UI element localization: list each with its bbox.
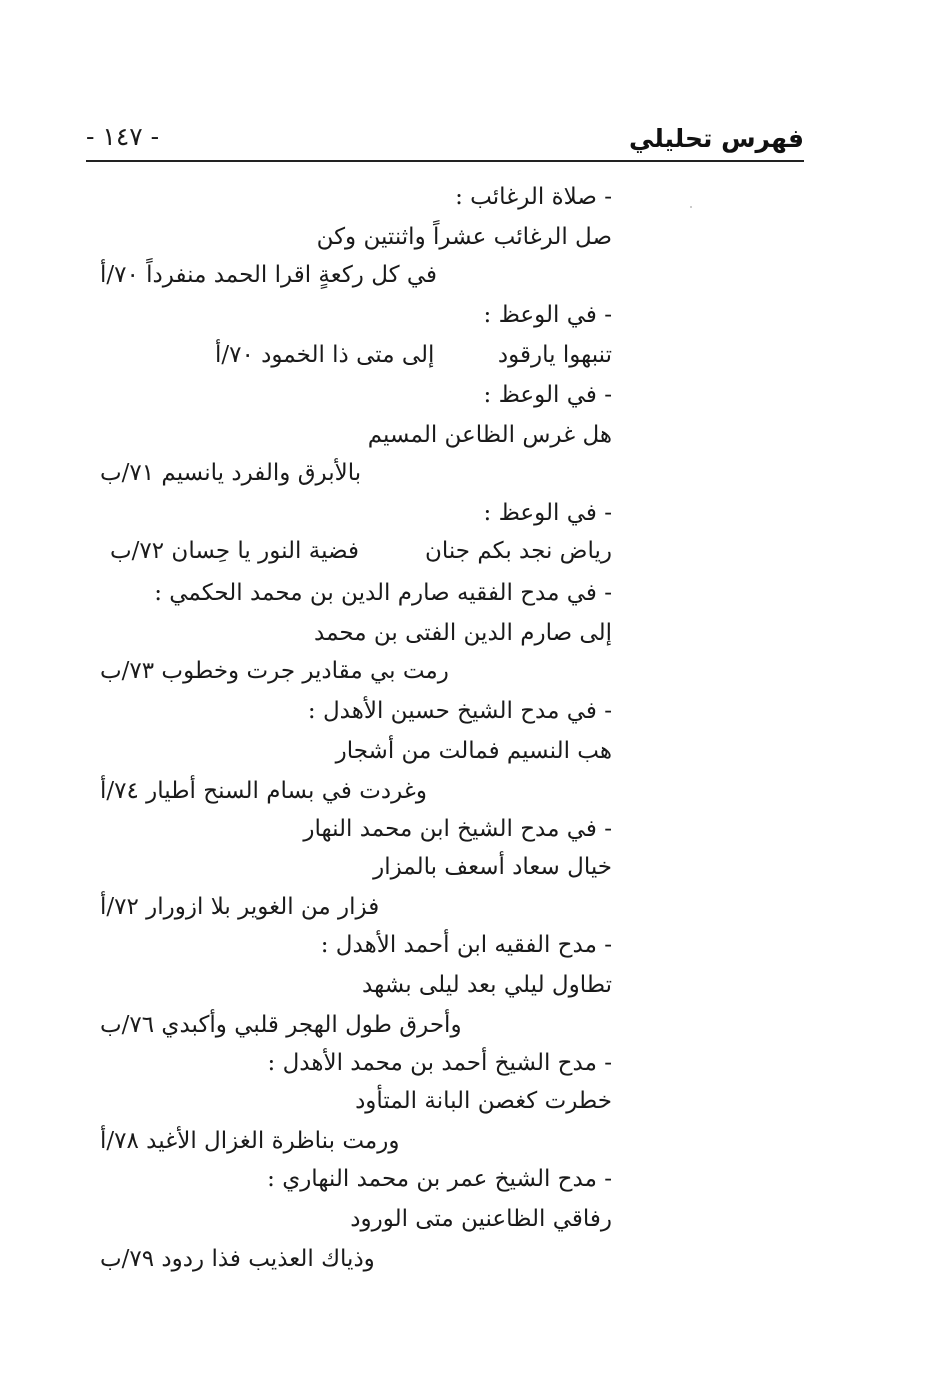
- verse-first-hemistich: هل غرس الظاعن المسيم: [367, 422, 612, 448]
- verse-first-hemistich: إلى صارم الدين الفتى بن محمد: [314, 620, 612, 646]
- verse-first-hemistich: تطاول ليلي بعد ليلى بشهد: [362, 972, 612, 998]
- verse-second-hemistich: رمت بي مقادير جرت وخطوب ٧٣/ب: [100, 658, 449, 684]
- verse-second-hemistich: فزار من الغوير بلا ازورار ٧٢/أ: [100, 894, 380, 920]
- entry-heading: - في الوعظ :: [483, 500, 612, 526]
- verse-second-hemistich: وأحرق طول الهجر قلبي وأكبدي ٧٦/ب: [100, 1012, 462, 1038]
- verse-first-hemistich: رياض نجد بكم جنان: [424, 538, 612, 564]
- verse-second-hemistich: ورمت بناظرة الغزال الأغيد ٧٨/أ: [100, 1128, 400, 1154]
- page-header: [86, 118, 804, 160]
- page-title: فهرس تحليلي: [629, 124, 804, 153]
- entry-heading: - في الوعظ :: [483, 382, 612, 408]
- verse-first-hemistich: خيال سعاد أسعف بالمزار: [373, 854, 612, 880]
- entry-heading: - في الوعظ :: [483, 302, 612, 328]
- verse-first-hemistich: خطرت كغصن البانة المتأود: [355, 1088, 612, 1114]
- verse-second-hemistich: بالأبرق والفرد يانسيم ٧١/ب: [100, 460, 362, 486]
- verse-first-hemistich: هب النسيم فمالت من أشجار: [335, 738, 612, 764]
- verse-first-hemistich: رفاقي الظاعنين متى الورود: [350, 1206, 612, 1232]
- entry-heading: - في مدح الشيخ ابن محمد النهار: [303, 816, 612, 842]
- scan-speck: [690, 206, 692, 208]
- verse-second-hemistich: في كل ركعةٍ اقرا الحمد منفرداً ٧٠/أ: [100, 262, 438, 288]
- verse-first-hemistich: تنبهوا يارقود: [497, 342, 612, 368]
- page-number: - ١٤٧ -: [86, 122, 160, 151]
- header-divider: [86, 160, 804, 162]
- verse-second-hemistich: فضية النور يا حِسان ٧٢/ب: [110, 538, 359, 564]
- verse-first-hemistich: صل الرغائب عشراً واثنتين وكن: [316, 224, 612, 250]
- verse-second-hemistich: وذياك العذيب فذا ردود ٧٩/ب: [100, 1246, 375, 1272]
- entry-heading: - مدح الشيخ عمر بن محمد النهاري :: [267, 1166, 612, 1192]
- entry-heading: - مدح الشيخ أحمد بن محمد الأهدل :: [267, 1050, 612, 1076]
- entry-heading: - في مدح الفقيه صارم الدين بن محمد الحكمي :: [154, 580, 612, 606]
- verse-second-hemistich: وغردت في بسام السنح أطيار ٧٤/أ: [100, 778, 427, 804]
- entry-heading: - في مدح الشيخ حسين الأهدل :: [307, 698, 612, 724]
- verse-second-hemistich: إلى متى ذا الخمود ٧٠/أ: [215, 342, 435, 368]
- entry-heading: - صلاة الرغائب :: [455, 184, 612, 210]
- entry-heading: - مدح الفقيه ابن أحمد الأهدل :: [320, 932, 612, 958]
